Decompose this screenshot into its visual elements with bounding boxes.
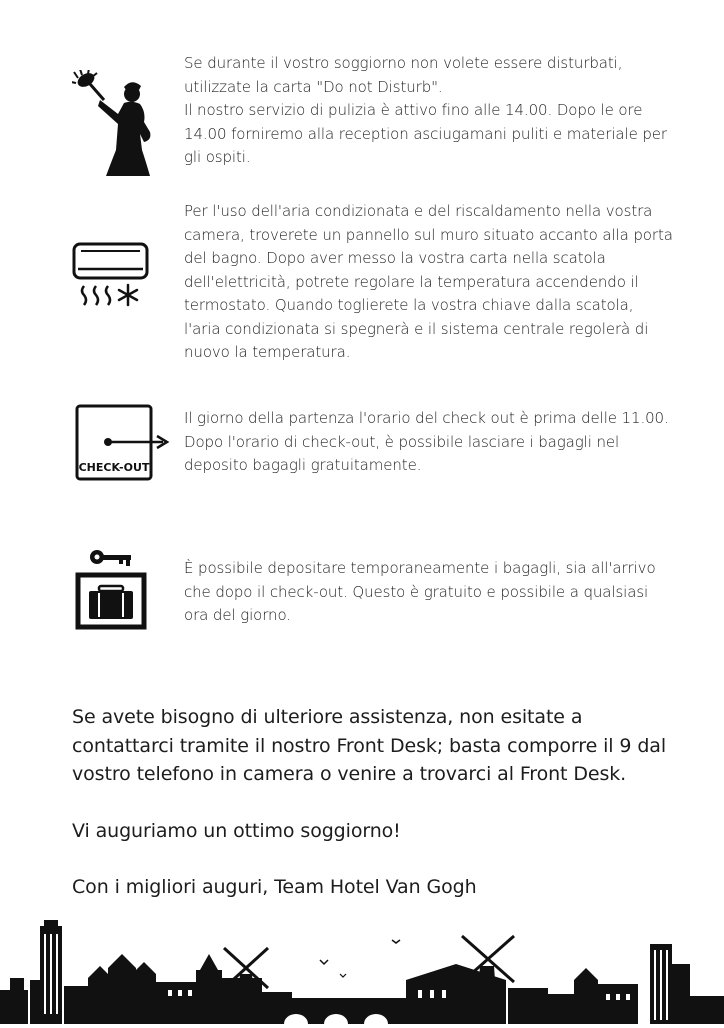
luggage-text bbox=[184, 557, 674, 628]
housekeeping-section bbox=[0, 52, 724, 182]
check-out-icon-label: CHECK-OUT bbox=[78, 461, 150, 474]
wish-paragraph: Vi auguriamo un ottimo soggiorno! bbox=[72, 819, 401, 842]
check-out-text bbox=[184, 407, 674, 478]
air-conditioning-section bbox=[0, 200, 724, 370]
city-skyline-silhouette bbox=[0, 918, 724, 1024]
do-not-disturb-paragraph: Se durante il vostro soggiorno non volete essere disturbati, utilizzate la carta "Do not Disturb". bbox=[184, 54, 623, 96]
air-conditioning-paragraph: Per l'uso dell'aria condizionata e del riscaldamento nella vostra camera, troverete un pannello sul muro situato accanto alla porta del bagno. Dopo aver messo la vostra carta nella scatola dell'elettricità, potrete regolare la temperatura accendendo il termostato. Quando toglierete la vostra chiave dalla scatola, l'aria condizionata si spegnerà e il sistema centrale regolerà di nuovo la temperatura. bbox=[184, 202, 673, 361]
cleaning-service-paragraph: Il nostro servizio di pulizia è attivo fino alle 14.00. Dopo le ore 14.00 forniremo alla reception asciugamani puliti e materiale per gli ospiti. bbox=[184, 101, 667, 166]
check-out-section bbox=[0, 407, 724, 497]
luggage-paragraph: È possibile depositare temporaneamente i bagagli, sia all'arrivo che dopo il check-out. Questo è gratuito e possibile a qualsiasi ora del giorno. bbox=[184, 559, 656, 624]
housekeeping-text bbox=[184, 52, 674, 170]
check-out-paragraph: Il giorno della partenza l'orario del check out è prima delle 11.00. Dopo l'orario di check-out, è possibile lasciare i bagagli nel deposito bagagli gratuitamente. bbox=[184, 409, 669, 474]
luggage-storage-icon bbox=[75, 547, 149, 631]
air-conditioner-icon bbox=[72, 242, 150, 308]
luggage-section bbox=[0, 545, 724, 635]
housekeeping-maid-icon bbox=[72, 70, 156, 180]
closing-block bbox=[72, 703, 672, 902]
assistance-paragraph: Se avete bisogno di ulteriore assistenza, non esitate a contattarci tramite il nostro Front Desk; basta comporre il 9 dal vostro telefono in camera o venire a trovarci al Front Desk. bbox=[72, 706, 667, 785]
air-conditioning-text bbox=[184, 200, 674, 365]
check-out-icon bbox=[75, 404, 171, 484]
signature-paragraph: Con i migliori auguri, Team Hotel Van Gogh bbox=[72, 876, 477, 898]
